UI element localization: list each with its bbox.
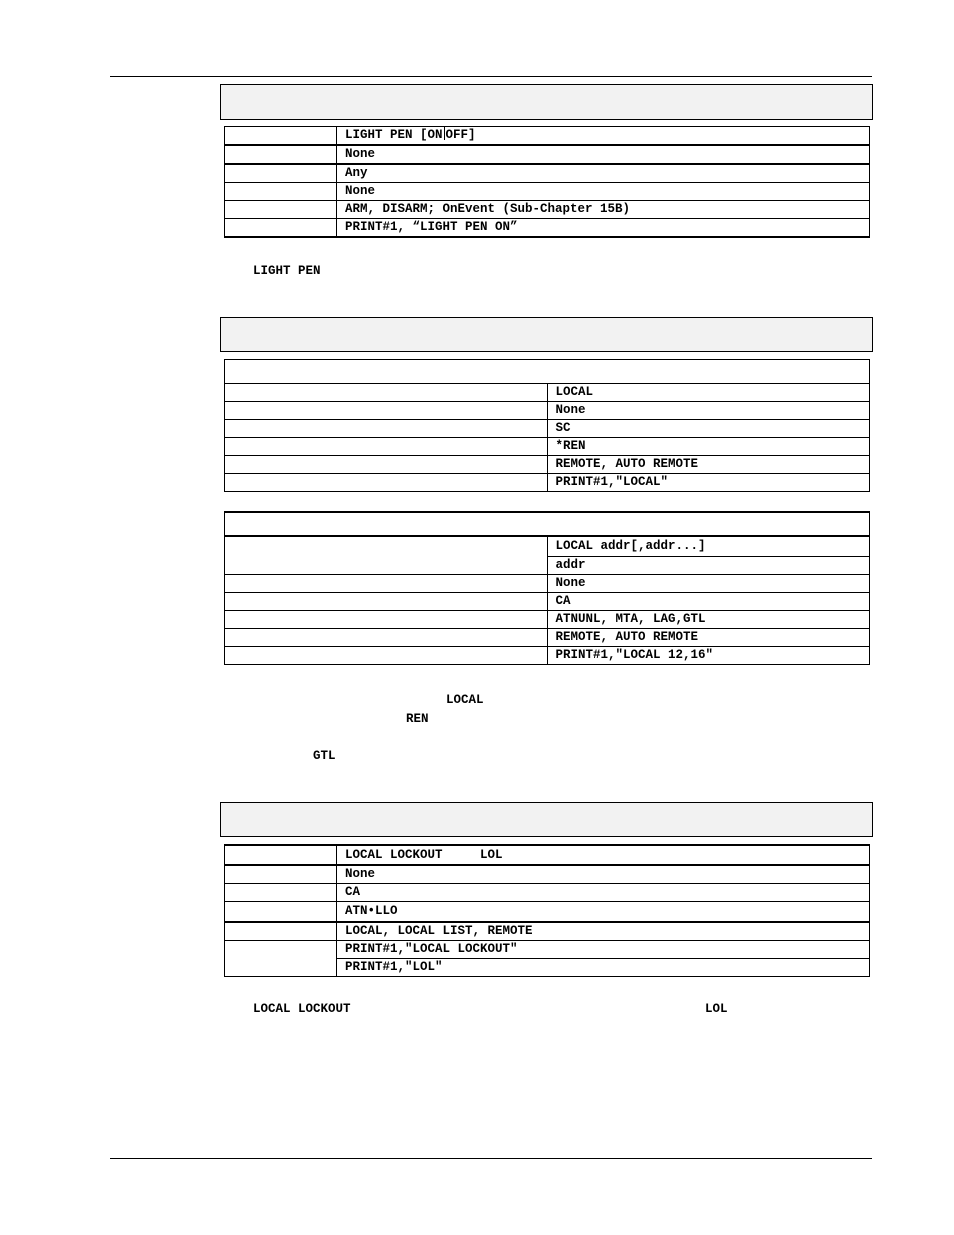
table-cell: REMOTE, AUTO REMOTE <box>547 628 870 646</box>
table-cell: PRINT#1,"LOCAL" <box>547 474 870 492</box>
local-note-ren: REN <box>406 712 429 726</box>
local-lockout-note-lol: LOL <box>705 1002 728 1016</box>
table-row <box>225 592 870 610</box>
footer-rule <box>110 1158 872 1159</box>
table-row <box>225 845 870 865</box>
table-row <box>225 610 870 628</box>
table-cell: None <box>547 402 870 420</box>
table-cell: CA <box>547 592 870 610</box>
table-row <box>225 127 870 146</box>
table-cell: None <box>547 574 870 592</box>
light-pen-table <box>224 126 870 238</box>
table-cell: PRINT#1,"LOCAL 12,16" <box>547 646 870 664</box>
table-cell: *REN <box>547 438 870 456</box>
table-row <box>225 536 870 556</box>
table-row <box>225 646 870 664</box>
table-cell: PRINT#1, “LIGHT PEN ON” <box>337 219 870 238</box>
table-row <box>225 420 870 438</box>
table-row <box>225 438 870 456</box>
table-row <box>225 164 870 183</box>
table-row <box>225 574 870 592</box>
table-header-row <box>225 512 870 536</box>
table-cell: LOCAL LOCKOUT LOL <box>337 845 870 865</box>
table-cell: Any <box>337 164 870 183</box>
local-lockout-table <box>224 844 870 977</box>
table-cell: None <box>337 183 870 201</box>
table-row <box>225 884 870 902</box>
table-row <box>225 922 870 941</box>
table-cell: ARM, DISARM; OnEvent (Sub-Chapter 15B) <box>337 201 870 219</box>
table-row <box>225 201 870 219</box>
table-cell: PRINT#1,"LOL" <box>337 958 870 976</box>
table-row <box>225 865 870 884</box>
table-cell: SC <box>547 420 870 438</box>
table-row <box>225 183 870 201</box>
light-pen-note: LIGHT PEN <box>253 264 321 278</box>
local-lockout-note: LOCAL LOCKOUT <box>253 1002 351 1016</box>
table-row <box>225 456 870 474</box>
table-cell: LOCAL, LOCAL LIST, REMOTE <box>337 922 870 941</box>
header-rule <box>110 76 872 77</box>
local-table-1 <box>224 359 870 492</box>
table-cell: None <box>337 865 870 884</box>
table-cell: PRINT#1,"LOCAL LOCKOUT" <box>337 940 870 958</box>
table-row <box>225 145 870 164</box>
table-cell: addr <box>547 556 870 574</box>
section-header-light-pen <box>220 84 873 120</box>
table-cell: LIGHT PEN [ON OFF] <box>337 127 870 146</box>
table-cell: LOCAL addr[,addr...] <box>547 536 870 556</box>
table-row <box>225 384 870 402</box>
table-cell: None <box>337 145 870 164</box>
table-row <box>225 474 870 492</box>
table-row <box>225 902 870 922</box>
table-cell: LOCAL <box>547 384 870 402</box>
table-cell: ATNUNL, MTA, LAG,GTL <box>547 610 870 628</box>
table-row <box>225 219 870 238</box>
table-cell: REMOTE, AUTO REMOTE <box>547 456 870 474</box>
table-row <box>225 628 870 646</box>
table-header-row <box>225 360 870 384</box>
local-note-local: LOCAL <box>446 693 484 707</box>
table-cell: CA <box>337 884 870 902</box>
section-header-local <box>220 317 873 352</box>
local-note-gtl: GTL <box>313 749 336 763</box>
table-row <box>225 940 870 958</box>
table-cell: ATN•LLO <box>337 902 870 922</box>
section-header-local-lockout <box>220 802 873 837</box>
local-table-2 <box>224 511 870 665</box>
table-row <box>225 402 870 420</box>
